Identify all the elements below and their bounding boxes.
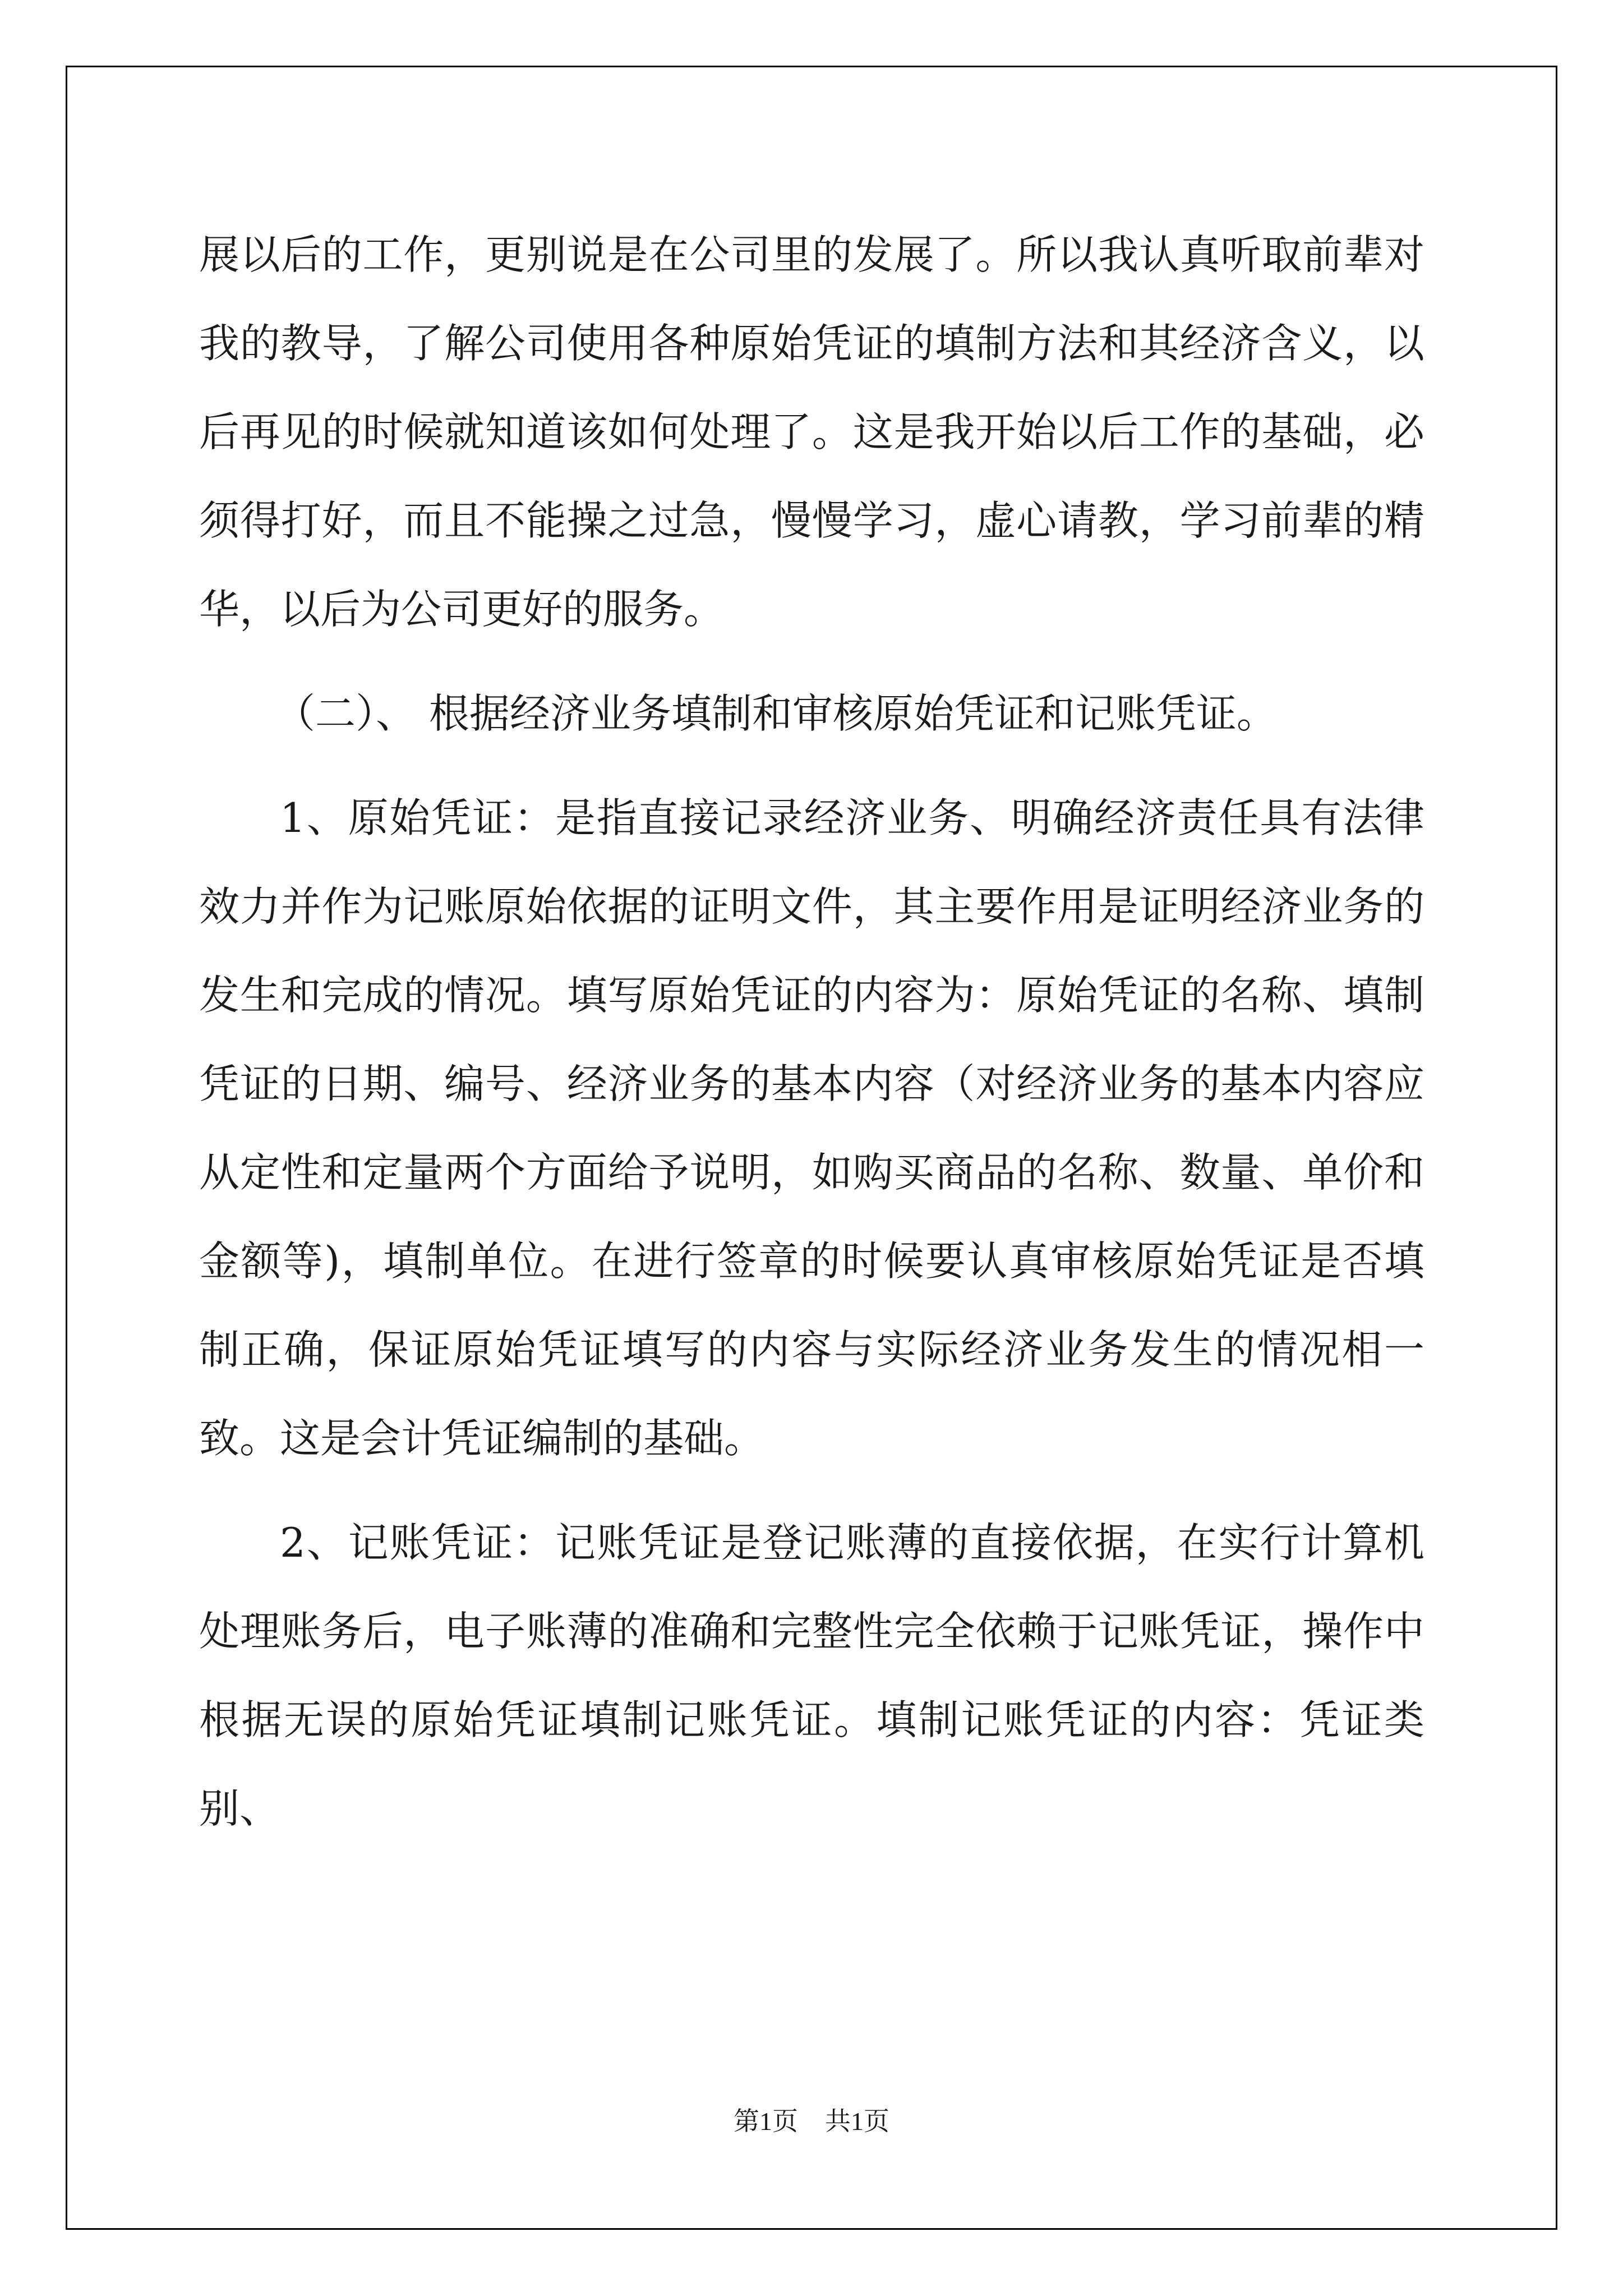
page-number: 第1页 (734, 2107, 798, 2136)
paragraph-bookkeeping-voucher: 2、记账凭证：记账凭证是登记账薄的直接依据，在实行计算机处理账务后，电子账薄的准确和完整性完全依赖于记账凭证，操作中根据无误的原始凭证填制记账凭证。填制记账凭证的内容：凭证类别、 (199, 1519, 1424, 1832)
section-heading: （二）、 根据经济业务填制和审核原始凭证和记账凭证。 (275, 690, 1277, 737)
paragraph-continuation: 展以后的工作，更别说是在公司里的发展了。所以我认真听取前辈对我的教导，了解公司使用各种原始凭证的填制方法和其经济含义，以后再见的时候就知道该如何处理了。这是我开始以后工作的基础，必须得打好，而且不能操之过急，慢慢学习，虚心请教，学习前辈的精华，以后为公司更好的服务。 (199, 231, 1424, 633)
paragraph-original-voucher: 1、原始凭证：是指直接记录经济业务、明确经济责任具有法律效力并作为记账原始依据的证明文件，其主要作用是证明经济业务的发生和完成的情况。填写原始凭证的内容为：原始凭证的名称、填制凭证的日期、编号、经济业务的基本内容（对经济业务的基本内容应从定性和定量两个方面给予说明，如购买商品的名称、数量、单价和金额等)，填制单位。在进行签章的时候要认真审核原始凭证是否填制正确，保证原始凭证填写的内容与实际经济业务发生的情况相一致。这是会计凭证编制的基础。 (199, 794, 1424, 1462)
page-footer (0, 2101, 1623, 2138)
page-total: 共1页 (825, 2107, 889, 2136)
document-body (199, 210, 1424, 1869)
